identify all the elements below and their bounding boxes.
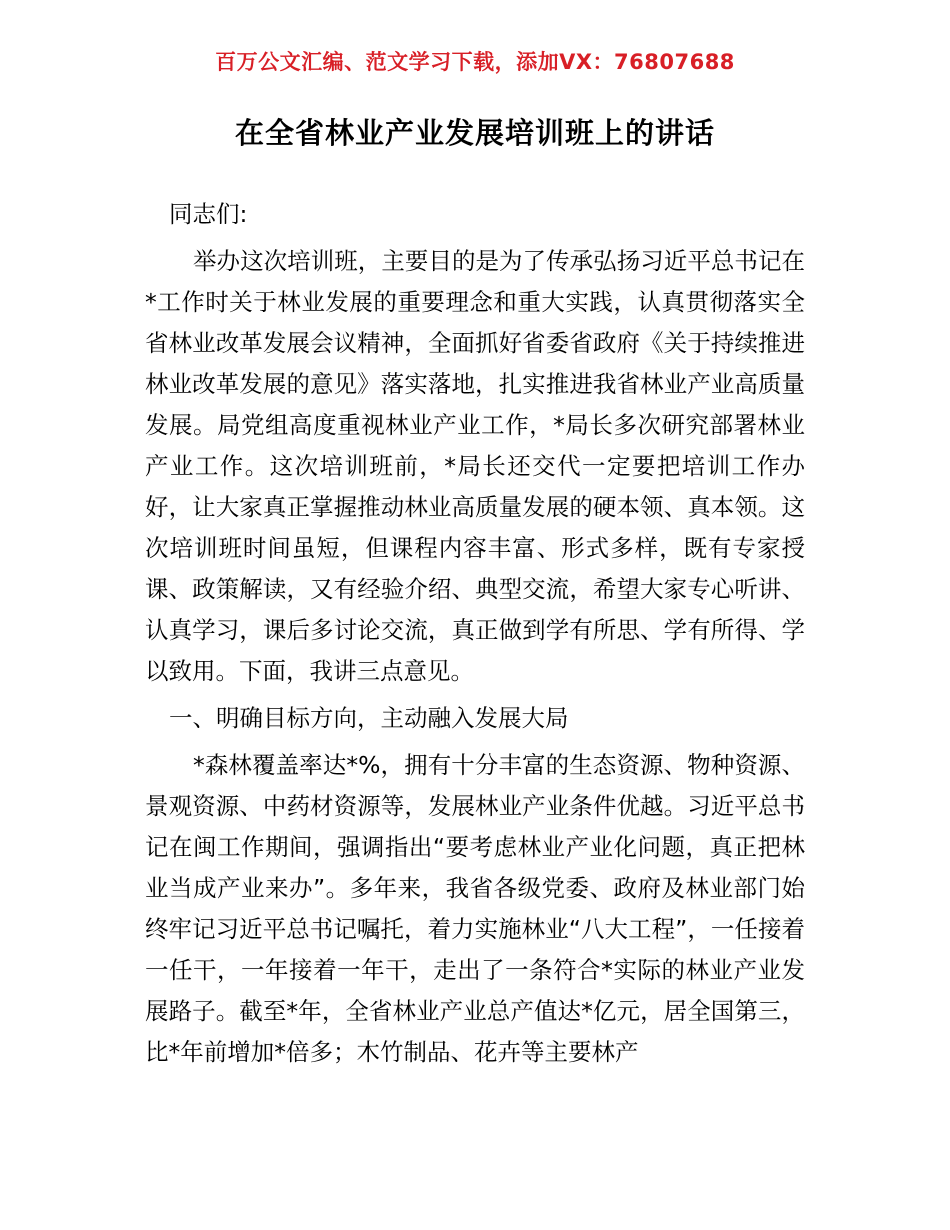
paragraph-salutation: 同志们: (169, 199, 248, 228)
document-body (145, 172, 805, 1073)
paragraph-section-one-body: *森林覆盖率达*%，拥有十分丰富的生态资源、物种资源、景观资源、中药材资源等，发展林业产业条件优越。习近平总书记在闽工作期间，强调指出“要考虑林业产业化问题，真正把林业当成产业来办”。多年来，我省各级党委、政府及林业部门始终牢记习近平总书记嘱托，着力实施林业“八大工程”，一任接着一任干，一年接着一年干，走出了一条符合*实际的林业产业发展路子。截至*年，全省林业产业总产值达*亿元，居全国第三，比*年前增加*倍多；木竹制品、花卉等主要林产 (145, 750, 805, 1066)
page-title: 在全省林业产业发展培训班上的讲话 (234, 116, 715, 151)
section-heading-one: 一、明确目标方向，主动融入发展大局 (169, 703, 569, 732)
promo-banner: 百万公文汇编、范文学习下载，添加VX：76807688 (215, 50, 735, 74)
paragraph-opening: 举办这次培训班，主要目的是为了传承弘扬习近平总书记在*工作时关于林业发展的重要理念和重大实践，认真贯彻落实全省林业改革发展会议精神，全面抓好省委省政府《关于持续推进林业改革发展的意见》落实落地，扎实推进我省林业产业高质量发展。局党组高度重视林业产业工作，*局长多次研究部署林业产业工作。这次培训班前，*局长还交代一定要把培训工作办好，让大家真正掌握推动林业高质量发展的硬本领、真本领。这次培训班时间虽短，但课程内容丰富、形式多样，既有专家授课、政策解读，又有经验介绍、典型交流，希望大家专心听讲、认真学习，课后多讨论交流，真正做到学有所思、学有所得、学以致用。下面，我讲三点意见。 (145, 246, 805, 685)
